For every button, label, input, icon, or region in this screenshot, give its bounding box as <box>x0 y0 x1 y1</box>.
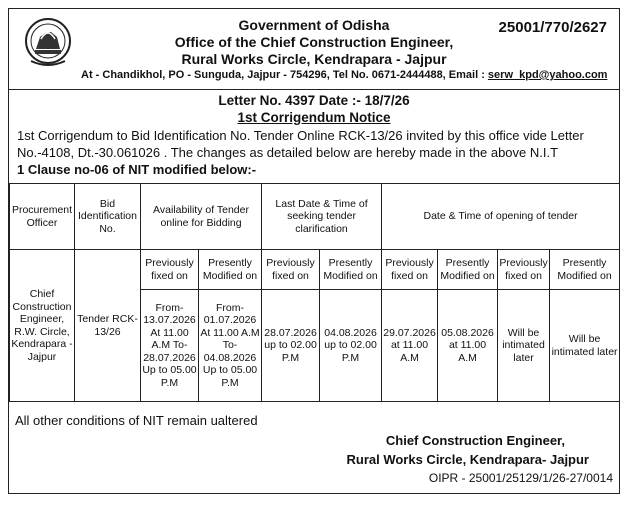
subheader-presently: Presently Modified on <box>438 250 498 290</box>
subheader-previously: Previously fixed on <box>382 250 438 290</box>
header-availability: Availability of Tender online for Bidding <box>141 184 262 250</box>
subheader-previously: Previously fixed on <box>498 250 550 290</box>
cell-clarification-mod: 04.08.2026 up to 02.00 P.M <box>320 290 382 402</box>
table-header-row <box>10 184 620 250</box>
oipr-number: OIPR - 25001/25129/1/26-27/0014 <box>428 471 613 485</box>
cell-clarification-prev: 28.07.2026 up to 02.00 P.M <box>262 290 320 402</box>
address-text: At - Chandikhol, PO - Sunguda, Jajpur - 754296, Tel No. 0671-2444488, Email : <box>81 69 488 81</box>
subheader-previously: Previously fixed on <box>262 250 320 290</box>
intro-paragraph: 1st Corrigendum to Bid Identification No. Tender Online RCK-13/26 invited by this office vide Letter No.-4108, Dt.-30.061026 . The changes as detailed below are hereby made in the above N.I.T <box>17 128 584 160</box>
header-opening: Date & Time of opening of tender <box>382 184 620 250</box>
clause-heading: 1 Clause no-06 of NIT modified below:- <box>17 162 257 177</box>
header-procurement-officer: Procurement Officer <box>10 184 75 250</box>
cell-bid-no: Tender RCK-13/26 <box>75 250 141 402</box>
notice-frame <box>8 8 620 494</box>
header-last-date: Last Date & Time of seeking tender clarification <box>262 184 382 250</box>
office-address <box>81 69 607 81</box>
cell-officer: Chief Construction Engineer, R.W. Circle, Kendrapara - Jajpur <box>10 250 75 402</box>
cell-opening-mod: 05.08.2026 at 11.00 A.M <box>438 290 498 402</box>
government-title: Government of Odisha <box>238 17 390 33</box>
email-link[interactable]: serw_kpd@yahoo.com <box>487 69 608 81</box>
cell-opening2-mod: Will be intimated later <box>550 290 620 402</box>
office-title: Office of the Chief Construction Engineer, <box>174 34 454 50</box>
cell-opening-prev: 29.07.2026 at 11.00 A.M <box>382 290 438 402</box>
subheader-presently: Presently Modified on <box>199 250 262 290</box>
notice-header <box>9 9 619 90</box>
signatory-office: Rural Works Circle, Kendrapara- Jajpur <box>346 452 589 467</box>
signatory-title: Chief Construction Engineer, <box>385 433 565 448</box>
circle-title: Rural Works Circle, Kendrapara - Jajpur <box>181 51 447 67</box>
notice-title: 1st Corrigendum Notice <box>237 110 391 125</box>
cell-availability-mod: From- 01.07.2026 At 11.00 A.M To- 04.08.2026 Up to 05.00 P.M <box>199 290 262 402</box>
letter-number: Letter No. 4397 Date :- 18/7/26 <box>218 93 410 108</box>
reference-number: 25001/770/2627 <box>498 19 607 36</box>
subheader-presently: Presently Modified on <box>550 250 620 290</box>
tender-table <box>9 183 620 402</box>
table-subheader-row <box>10 250 620 290</box>
header-bid-id: Bid Identification No. <box>75 184 141 250</box>
cell-opening2-prev: Will be intimated later <box>498 290 550 402</box>
conditions-note: All other conditions of NIT remain ualtered <box>15 413 258 428</box>
subheader-presently: Presently Modified on <box>320 250 382 290</box>
subheader-previously: Previously fixed on <box>141 250 199 290</box>
cell-availability-prev: From- 13.07.2026 At 11.00 A.M To- 28.07.2026 Up to 05.00 P.M <box>141 290 199 402</box>
